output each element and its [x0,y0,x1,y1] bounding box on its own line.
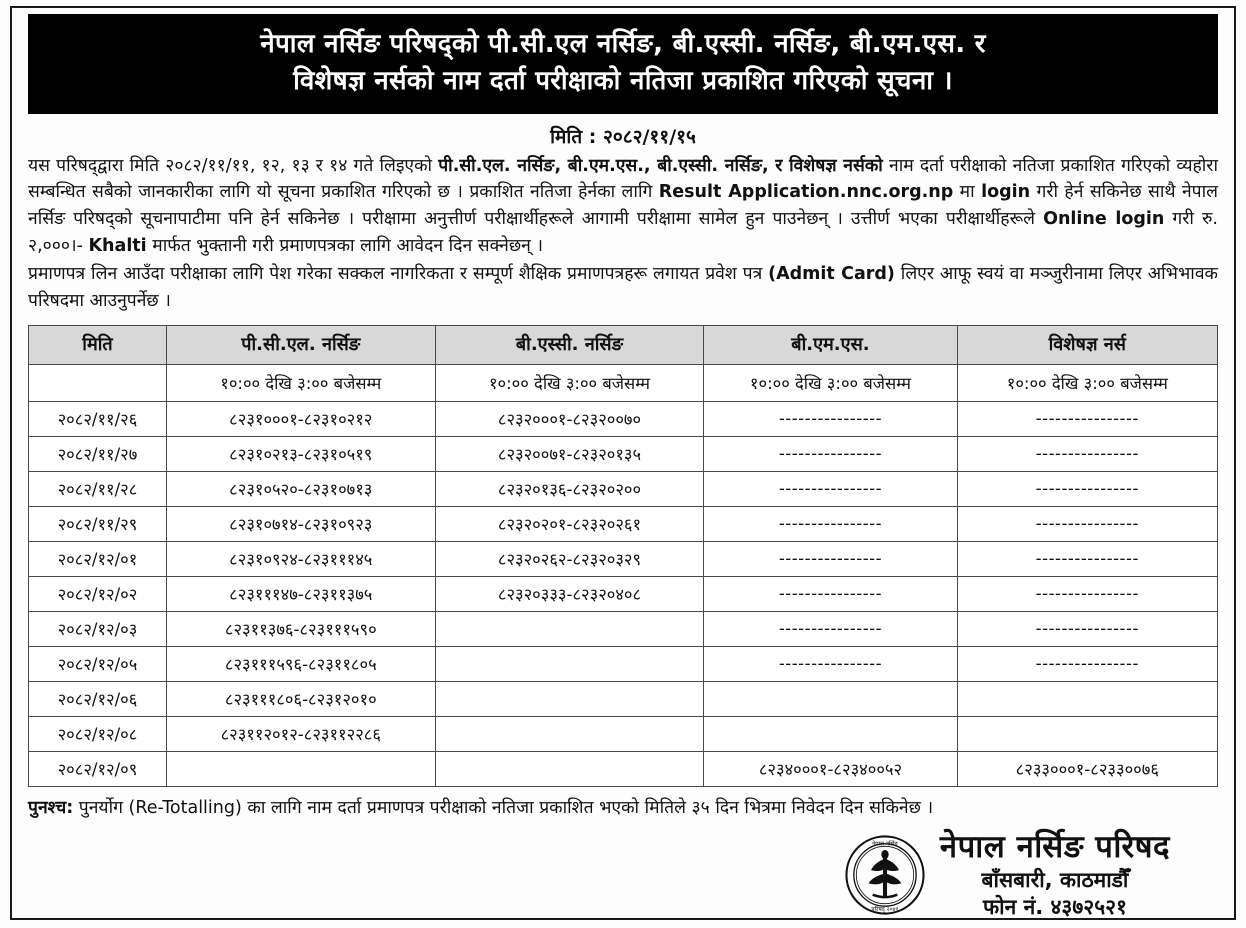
table-row [29,542,1218,577]
para1-programs: पी.सी.एल. नर्सिङ, बी.एम.एस., बी.एस्सी. नर्सिङ, र विशेषज्ञ नर्सको [438,155,883,176]
cell-bsc-row-7 [435,612,704,647]
admit-card-keyword: (Admit Card) [768,264,895,285]
banner-title-line-1: नेपाल नर्सिङ परिषद्को पी.सी.एल नर्सिङ, बी.एस्सी. नर्सिङ, बी.एम.एस. र [260,29,986,59]
cell-pcl-row-7: ८२३११३७६-८२३१११५९० [166,612,435,647]
time-cell-bsc: १०:०० देखि ३:०० बजेसम्म [435,365,704,402]
cell-bsc-row-8 [435,647,704,682]
notice-paragraph-2 [28,261,1218,314]
cell-bms-row-5: ---------------- [704,542,957,577]
cell-specialist-row-11: ८२३३०००१-८२३३००७६ [957,752,1217,787]
table-row [29,647,1218,682]
cell-bsc-row-5: ८२३२०२६२-८२३२०३२९ [435,542,704,577]
cell-bms-row-4: ---------------- [704,507,957,542]
para1-segment-g: गरी हेर्न सकिनेछ साथै नेपाल नर्सिङ परिषद्को सूचनापाटीमा पनि हेर्न सकिनेछ । परीक्षामा अनुत्तीर्ण परीक्षार्थीहरूले आगामी परीक्षामा सामेल हुन पाउनेछन् । उत्तीर्ण भएका परीक्षार्थीहरूले [28,182,1218,229]
table-time-row [29,365,1218,402]
cell-bsc-row-10 [435,717,704,752]
cell-bms-row-2: ---------------- [704,437,957,472]
cell-specialist-row-2: ---------------- [957,437,1217,472]
cell-bms-row-10 [704,717,957,752]
cell-bms-row-6: ---------------- [704,577,957,612]
table-row [29,402,1218,437]
time-cell-date [29,365,167,402]
cell-specialist-row-1: ---------------- [957,402,1217,437]
cell-bsc-row-2: ८२३२००७१-८२३२०१३५ [435,437,704,472]
cell-specialist-row-7: ---------------- [957,612,1217,647]
cell-bsc-row-9 [435,682,704,717]
cell-date-row-5: २०८२/१२/०१ [29,542,167,577]
table-row [29,612,1218,647]
time-cell-specialist: १०:०० देखि ३:०० बजेसम्म [957,365,1217,402]
cell-date-row-9: २०८२/१२/०६ [29,682,167,717]
cell-pcl-row-2: ८२३१०२१३-८२३१०५१९ [166,437,435,472]
time-cell-bms: १०:०० देखि ३:०० बजेसम्म [704,365,957,402]
council-seal-icon [844,834,926,916]
svg-text:परिषद् २०४१: परिषद् २०४१ [871,906,899,913]
para1-segment-a: यस परिषद्‌द्वारा मिति २०८२/११/११, १२, १३ र १४ गते लिइएको [28,155,439,176]
table-body [29,365,1218,787]
cell-date-row-2: २०८२/११/२७ [29,437,167,472]
cell-bms-row-3: ---------------- [704,472,957,507]
cell-bms-row-11: ८२३४०००१-८२३४००५२ [704,752,957,787]
result-portal-url: Result Application.nnc.org.np [658,182,954,203]
banner-title-line-2: विशेषज्ञ नर्सको नाम दर्ता परीक्षाको नतिजा प्रकाशित गरिएको सूचना । [293,65,953,96]
table-row [29,437,1218,472]
organization-phone: फोन नं. ४३७२५२१ [982,895,1127,920]
cell-pcl-row-4: ८२३१०७१४-८२३१०९२३ [166,507,435,542]
column-header-specialist-nurse: विशेषज्ञ नर्स [957,326,1217,365]
cell-date-row-4: २०८२/११/२९ [29,507,167,542]
column-header-bms: बी.एम.एस. [704,326,957,365]
cell-bsc-row-6: ८२३२०३३३-८२३२०४०८ [435,577,704,612]
cell-pcl-row-1: ८२३१०००१-८२३१०२१२ [166,402,435,437]
cell-bsc-row-11 [435,752,704,787]
cell-pcl-row-8: ८२३१११५९६-८२३११८०५ [166,647,435,682]
organization-address: बाँसबारी, काठमाडौँ [981,868,1129,893]
table-row [29,752,1218,787]
cell-bsc-row-3: ८२३२०१३६-८२३२०२०० [435,472,704,507]
exam-schedule-table [28,325,1218,787]
cell-specialist-row-8: ---------------- [957,647,1217,682]
footnote-label: पुनश्च: [28,798,74,819]
retotalling-note [28,796,1218,821]
cell-pcl-row-3: ८२३१०५२०-८२३१०७१३ [166,472,435,507]
login-keyword: login [981,182,1031,203]
cell-bms-row-9 [704,682,957,717]
cell-specialist-row-4: ---------------- [957,507,1217,542]
footnote-text: पुनर्योग (Re-Totalling) का लागि नाम दर्ता प्रमाणपत्र परीक्षाको नतिजा प्रकाशित भएको मितिले ३५ दिन भित्रमा निवेदन दिन सकिनेछ । [73,798,934,819]
cell-pcl-row-9: ८२३१११८०६-८२३१२०१० [166,682,435,717]
cell-specialist-row-6: ---------------- [957,577,1217,612]
cell-date-row-8: २०८२/१२/०५ [29,647,167,682]
notice-date: मिति : २०८२/११/१५ [550,125,696,148]
para1-segment-c: नाम दर्ता परीक्षाको नतिजा प्रकाशित गरिएको व्यहोरा सम्बन्धित सबैको जानकारीका लागि यो सूचना प्रकाशित गरिएको छ । प्रकाशित नतिजा हेर्नका लागि [28,155,1218,203]
cell-date-row-7: २०८२/१२/०३ [29,612,167,647]
para1-segment-k: मार्फत भुक्तानी गरी प्रमाणपत्रका लागि आवेदन दिन सक्नेछन् । [146,235,544,256]
cell-pcl-row-11 [166,752,435,787]
cell-bms-row-1: ---------------- [704,402,957,437]
notice-banner [28,14,1218,114]
cell-date-row-11: २०८२/१२/०९ [29,752,167,787]
signature-text [940,829,1170,921]
table-row [29,507,1218,542]
cell-date-row-10: २०८२/१२/०८ [29,717,167,752]
cell-pcl-row-6: ८२३१११४७-८२३११३७५ [166,577,435,612]
cell-specialist-row-9 [957,682,1217,717]
table-row [29,472,1218,507]
signature-block [28,829,1218,921]
cell-bsc-row-4: ८२३२०२०१-८२३२०२६१ [435,507,704,542]
notice-paragraph-1 [28,153,1218,259]
column-header-bsc-nursing: बी.एस्सी. नर्सिङ [435,326,704,365]
cell-bms-row-7: ---------------- [704,612,957,647]
cell-specialist-row-10 [957,717,1217,752]
organization-name: नेपाल नर्सिङ परिषद [939,828,1170,865]
cell-bms-row-8: ---------------- [704,647,957,682]
cell-date-row-1: २०८२/११/२६ [29,402,167,437]
table-row [29,717,1218,752]
para1-segment-e: मा [953,182,982,203]
cell-specialist-row-3: ---------------- [957,472,1217,507]
cell-date-row-3: २०८२/११/२८ [29,472,167,507]
cell-specialist-row-5: ---------------- [957,542,1217,577]
para2-segment-c: लिएर आफू स्वयं वा मञ्जुरीनामा लिएर अभिभावक परिषदमा आउनुपर्नेछ । [28,264,1218,311]
online-login-keyword: Online login [1043,209,1165,229]
para1-fee-amount: गरी रु. २,०००।- [28,209,1218,256]
svg-text:नेपाल नर्सिङ: नेपाल नर्सिङ [872,841,898,848]
cell-pcl-row-10: ८२३११२०१२-८२३११२२८६ [166,717,435,752]
khalti-keyword: Khalti [88,235,147,256]
time-cell-pcl: १०:०० देखि ३:०० बजेसम्म [166,365,435,402]
table-header-row [29,326,1218,365]
para2-segment-a: प्रमाणपत्र लिन आउँदा परीक्षाका लागि पेश गरेका सक्कल नागरिकता र सम्पूर्ण शैक्षिक प्रमाणपत्रहरू लगायत प्रवेश पत्र [28,264,769,285]
cell-date-row-6: २०८२/१२/०२ [29,577,167,612]
table-row [29,577,1218,612]
column-header-date: मिति [29,326,167,365]
column-header-pcl-nursing: पी.सी.एल. नर्सिङ [166,326,435,365]
table-row [29,682,1218,717]
cell-pcl-row-5: ८२३१०९२४-८२३१११४५ [166,542,435,577]
cell-bsc-row-1: ८२३२०००१-८२३२००७० [435,402,704,437]
